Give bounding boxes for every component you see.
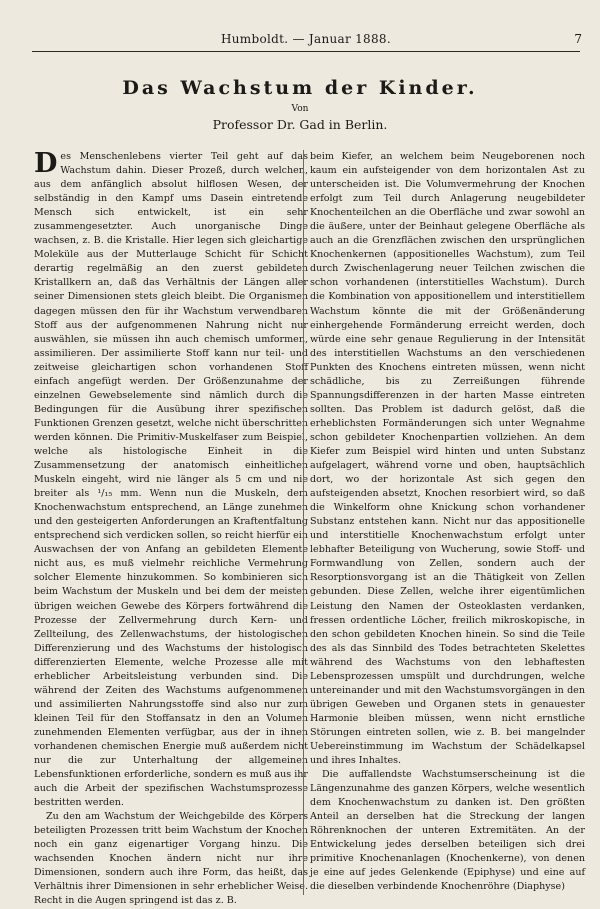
column-divider (303, 150, 304, 895)
article-author: Professor Dr. Gad in Berlin. (212, 117, 388, 132)
paragraph: Die auffallendste Wachstumserscheinung ist die Längenzunahme des ganzen Körpers, welche wesentlich dem Knochenwachstum zu danken ist. Den größten Anteil an derselben hat die Streckung der langen Röhrenknochen der unteren Extremitäten. An der Entwickelung jedes derselben beteiligen sich drei primitive Knochenanlagen (Knochenkerne), von denen je eine auf jedes Gelenkende (Epiphyse) und eine auf die dieselben verbindende Knochenröhre (Diaphyse) (310, 769, 585, 893)
right-column (310, 150, 585, 894)
paragraph: Zu den am Wachstum der Weichgebilde des Körpers beteiligten Prozessen tritt beim Wachstum der Knochen noch ein ganz eigenartiger Vorgang hinzu. Die wachsenden Knochen ändern nicht nur ihre Dimensionen, sondern auch ihre Form, das heißt, das Verhältnis ihrer Dimensionen in sehr erheblicher Weise. Recht in die Augen springend ist das z. B. (34, 811, 308, 907)
byline-von: Von (291, 104, 309, 114)
left-column (34, 150, 308, 909)
page-number: 7 (574, 32, 582, 46)
paragraph-text: es Menschenlebens vierter Teil geht auf das Wachstum dahin. Dieser Prozeß, durch welchen, aus dem anfänglich absolut hilflosen Wesen, der selbständig in den Kampf ums Dasein eintretende Mensch sich entwickelt, ist ein sehr zusammengesetzter. Auch unorganische Dinge wachsen, z. B. die Kristalle. Hier legen sich gleichartige Moleküle aus der Mutterlauge Schicht für Schicht derartig regelmäßig an den zuerst gebildeten Kristallkern an, daß das Verhältnis der Längen aller seiner Dimensionen stets gleich bleibt. Die Organismen dagegen müssen den für ihr Wachstum verwendbaren Stoff aus der aufgenommenen Nahrung nicht nur auswählen, sie müssen ihn auch chemisch umformen, assimilieren. Der assimilierte Stoff kann nur teil- und zeitweise gleichartigen schon vorhandenen Stoff einfach angefügt werden. Der Größenzunahme der einzelnen Gewebselemente sind nämlich durch die Bedingungen für die Ausübung ihrer spezifischen Funktionen Grenzen gesetzt, welche nicht überschritten werden können. Die Primitiv-Muskelfaser zum Beispiel, welche als histologische Einheit in die Zusammensetzung der anatomisch einheitlichen Muskeln eingeht, wird nie länger als 5 cm und nie breiter als ¹/₁₅ mm. Wenn nun die Muskeln, dem Knochenwachstum entsprechend, an Länge zunehmen und den gesteigerten Anforderungen an Kraftentfaltung entsprechend sich verdicken sollen, so reicht hierfür ein Auswachsen der von Anfang an gebildeten Elemente nicht aus, es muß vielmehr reichliche Vermehrung solcher Elemente hinzukommen. So kombinieren sich beim Wachstum der Muskeln und bei dem der meisten übrigen weichen Gewebe des Körpers fortwährend die Prozesse der Zellvermehrung durch Kern- und Zellteilung, des Zellenwachstums, der histologischen Differenzierung und des Wachstums der histologisch differenzierten Elemente, welche Prozesse alle mit erheblicher Arbeitsleistung verbunden sind. Die während der Zeiten des Wachstums aufgenommenen und assimilierten Nahrungsstoffe sind also nur zum kleinen Teil für den Stoffansatz in den an Volumen zunehmenden Elementen verfügbar, aus der in ihnen vorhandenen chemischen Energie muß außerdem nicht nur die zur Unterhaltung der allgemeinen Lebensfunktionen erforderliche, sondern es muß aus ihr auch die Arbeit der spezifischen Wachstumsprozesse bestritten werden. (34, 151, 309, 809)
running-header (30, 32, 582, 48)
drop-cap: D (34, 148, 58, 179)
header-rule (32, 51, 580, 52)
article-title: Das Wachstum der Kinder. (122, 77, 478, 99)
paragraph: beim Kiefer, an welchem beim Neugeborenen noch kaum ein aufsteigender von dem horizontalen Ast zu unterscheiden ist. Die Volumvermehrung der Knochen erfolgt zum Teil durch Anlagerung neugebildeter Knochenteilchen an die Oberfläche und zwar sowohl an die äußere, unter der Beinhaut gelegene Oberfläche als auch an die Grenzflächen zwischen den ursprünglichen Knochenkernen (appositionelles Wachstum), zum Teil durch Zwischenlagerung neuer Teilchen zwischen die schon vorhandenen (interstitielles Wachstum). Durch die Kombination von appositionellem und interstitiellem Wachstum könnte die mit der Größenänderung einhergehende Formänderung erreicht werden, doch würde eine sehr genaue Regulierung in der Intensität des interstitiellen Wachstums an den verschiedenen Punkten des Knochens eintreten müssen, wenn nicht schädliche, bis zu Zerreißungen führende Spannungsdifferenzen in der harten Masse eintreten sollten. Das Problem ist dadurch gelöst, daß die erheblichsten Formänderungen sich unter Wegnahme schon gebildeter Knochenpartien vollziehen. An dem Kiefer zum Beispiel wird hinten und unten Substanz aufgelagert, während vorne und oben, hauptsächlich dort, wo der horizontale Ast sich gegen den aufsteigenden absetzt, Knochen resorbiert wird, so daß die Winkelform ohne Knickung schon vorhandener Substanz entstehen kann. Nicht nur das appositionelle und interstitielle Knochenwachstum erfolgt unter lebhafter Beteiligung von Wucherung, sowie Stoff- und Formwandlung von Zellen, sondern auch der Resorptionsvorgang ist an die Thätigkeit von Zellen gebunden. Diese Zellen, welche ihrer eigentümlichen Leistung den Namen der Osteoklasten verdanken, fressen ordentliche Löcher, freilich mikroskopische, in den schon gebildeten Knochen hinein. So sind die Teile des als das Sinnbild des Todes betrachteten Skelettes während des Wachstums von den lebhaftesten Lebensprozessen umspült und durchdrungen, welche untereinander und mit den Wachstumsvorgängen in den übrigen Geweben und Organen stets in genauester Harmonie bleiben müssen, wenn nicht ernstliche Störungen eintreten sollen, wie z. B. bei mangelnder Uebereinstimmung im Wachstum der Schädelkapsel und ihres Inhaltes. (310, 151, 585, 767)
paragraph (34, 150, 308, 810)
running-title: Humboldt. — Januar 1888. (221, 32, 391, 46)
